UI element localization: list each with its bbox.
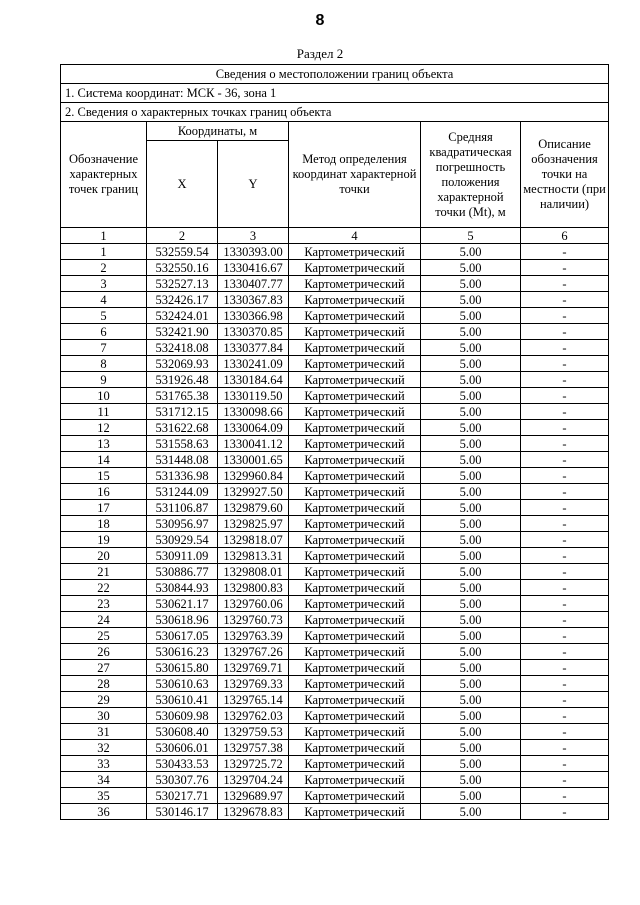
point-number: 26 [61,644,147,660]
y-coordinate: 1329757.38 [218,740,289,756]
method-cell: Картометрический [289,388,421,404]
x-coordinate: 531336.98 [147,468,218,484]
error-cell: 5.00 [421,804,521,820]
point-number: 10 [61,388,147,404]
column-number: 5 [421,228,521,244]
point-number: 36 [61,804,147,820]
y-coordinate: 1330064.09 [218,420,289,436]
point-number: 9 [61,372,147,388]
x-coordinate: 530618.96 [147,612,218,628]
point-number: 25 [61,628,147,644]
method-cell: Картометрический [289,756,421,772]
description-cell: - [521,564,609,580]
description-cell: - [521,452,609,468]
error-cell: 5.00 [421,596,521,612]
error-cell: 5.00 [421,740,521,756]
y-coordinate: 1330366.98 [218,308,289,324]
description-cell: - [521,324,609,340]
table-row [61,724,609,740]
point-number: 19 [61,532,147,548]
description-cell: - [521,580,609,596]
error-cell: 5.00 [421,244,521,260]
point-number: 8 [61,356,147,372]
x-coordinate: 530307.76 [147,772,218,788]
description-cell: - [521,724,609,740]
column-number: 6 [521,228,609,244]
column-number: 2 [147,228,218,244]
description-cell: - [521,276,609,292]
table-row [61,612,609,628]
method-cell: Картометрический [289,708,421,724]
description-cell: - [521,804,609,820]
point-number: 5 [61,308,147,324]
method-cell: Картометрический [289,788,421,804]
description-cell: - [521,532,609,548]
description-cell: - [521,484,609,500]
y-coordinate: 1329769.71 [218,660,289,676]
y-coordinate: 1330407.77 [218,276,289,292]
column-number: 1 [61,228,147,244]
method-cell: Картометрический [289,564,421,580]
table-caption: Сведения о местоположении границ объекта [61,65,609,84]
description-cell: - [521,292,609,308]
x-coordinate: 530610.63 [147,676,218,692]
table-row [61,452,609,468]
x-coordinate: 530621.17 [147,596,218,612]
x-coordinate: 531448.08 [147,452,218,468]
header-x: X [147,141,218,228]
error-cell: 5.00 [421,468,521,484]
error-cell: 5.00 [421,260,521,276]
description-cell: - [521,420,609,436]
header-description: Описание обозначения точки на местности (при наличии) [521,122,609,228]
y-coordinate: 1329704.24 [218,772,289,788]
error-cell: 5.00 [421,436,521,452]
method-cell: Картометрический [289,324,421,340]
header-error: Средняя квадратическая погрешность положения характерной точки (Mt), м [421,122,521,228]
x-coordinate: 532424.01 [147,308,218,324]
y-coordinate: 1330098.66 [218,404,289,420]
x-coordinate: 530146.17 [147,804,218,820]
error-cell: 5.00 [421,388,521,404]
point-number: 27 [61,660,147,676]
method-cell: Картометрический [289,644,421,660]
y-coordinate: 1329800.83 [218,580,289,596]
x-coordinate: 530956.97 [147,516,218,532]
error-cell: 5.00 [421,564,521,580]
point-number: 24 [61,612,147,628]
y-coordinate: 1329725.72 [218,756,289,772]
header-point: Обозначение характерных точек границ [61,122,147,228]
y-coordinate: 1330001.65 [218,452,289,468]
table-row [61,516,609,532]
error-cell: 5.00 [421,324,521,340]
table-row [61,628,609,644]
error-cell: 5.00 [421,500,521,516]
point-number: 20 [61,548,147,564]
method-cell: Картометрический [289,468,421,484]
table-row [61,420,609,436]
y-coordinate: 1330184.64 [218,372,289,388]
description-cell: - [521,756,609,772]
table-row [61,388,609,404]
x-coordinate: 530433.53 [147,756,218,772]
table-row [61,292,609,308]
description-cell: - [521,660,609,676]
description-cell: - [521,260,609,276]
error-cell: 5.00 [421,628,521,644]
header-coordinates: Координаты, м [147,122,289,141]
y-coordinate: 1329813.31 [218,548,289,564]
point-number: 23 [61,596,147,612]
table-row [61,644,609,660]
method-cell: Картометрический [289,356,421,372]
method-cell: Картометрический [289,372,421,388]
error-cell: 5.00 [421,660,521,676]
table-row [61,676,609,692]
method-cell: Картометрический [289,244,421,260]
table-row [61,468,609,484]
method-cell: Картометрический [289,740,421,756]
error-cell: 5.00 [421,580,521,596]
table-row [61,532,609,548]
x-coordinate: 530911.09 [147,548,218,564]
method-cell: Картометрический [289,276,421,292]
x-coordinate: 531712.15 [147,404,218,420]
column-number: 3 [218,228,289,244]
column-number: 4 [289,228,421,244]
description-cell: - [521,644,609,660]
method-cell: Картометрический [289,628,421,644]
error-cell: 5.00 [421,756,521,772]
table-row [61,308,609,324]
method-cell: Картометрический [289,292,421,308]
error-cell: 5.00 [421,772,521,788]
y-coordinate: 1330041.12 [218,436,289,452]
x-coordinate: 531622.68 [147,420,218,436]
x-coordinate: 532418.08 [147,340,218,356]
description-cell: - [521,308,609,324]
y-coordinate: 1329767.26 [218,644,289,660]
method-cell: Картометрический [289,436,421,452]
x-coordinate: 531926.48 [147,372,218,388]
table-row [61,804,609,820]
table-row [61,772,609,788]
description-cell: - [521,404,609,420]
method-cell: Картометрический [289,500,421,516]
y-coordinate: 1329927.50 [218,484,289,500]
description-cell: - [521,516,609,532]
description-cell: - [521,548,609,564]
point-number: 6 [61,324,147,340]
x-coordinate: 530606.01 [147,740,218,756]
method-cell: Картометрический [289,724,421,740]
point-number: 34 [61,772,147,788]
x-coordinate: 532069.93 [147,356,218,372]
y-coordinate: 1330416.67 [218,260,289,276]
table-row [61,372,609,388]
description-cell: - [521,468,609,484]
method-cell: Картометрический [289,420,421,436]
method-cell: Картометрический [289,596,421,612]
table-row [61,788,609,804]
table-row [61,708,609,724]
coordinate-system: 1. Система координат: МСК - 36, зона 1 [61,84,609,103]
y-coordinate: 1329760.06 [218,596,289,612]
description-cell: - [521,676,609,692]
y-coordinate: 1329960.84 [218,468,289,484]
description-cell: - [521,740,609,756]
table-row [61,756,609,772]
error-cell: 5.00 [421,516,521,532]
point-number: 11 [61,404,147,420]
table-row [61,324,609,340]
point-number: 17 [61,500,147,516]
error-cell: 5.00 [421,676,521,692]
description-cell: - [521,612,609,628]
error-cell: 5.00 [421,404,521,420]
description-cell: - [521,692,609,708]
method-cell: Картометрический [289,772,421,788]
y-coordinate: 1329825.97 [218,516,289,532]
method-cell: Картометрический [289,804,421,820]
point-number: 22 [61,580,147,596]
point-number: 32 [61,740,147,756]
point-number: 15 [61,468,147,484]
description-cell: - [521,244,609,260]
x-coordinate: 531558.63 [147,436,218,452]
point-number: 21 [61,564,147,580]
description-cell: - [521,772,609,788]
table-row [61,660,609,676]
point-number: 7 [61,340,147,356]
description-cell: - [521,340,609,356]
table-row [61,260,609,276]
error-cell: 5.00 [421,484,521,500]
table-row [61,340,609,356]
point-number: 30 [61,708,147,724]
error-cell: 5.00 [421,420,521,436]
x-coordinate: 530609.98 [147,708,218,724]
y-coordinate: 1330393.00 [218,244,289,260]
table-row [61,244,609,260]
table-row [61,596,609,612]
method-cell: Картометрический [289,340,421,356]
point-number: 12 [61,420,147,436]
y-coordinate: 1329759.53 [218,724,289,740]
description-cell: - [521,500,609,516]
error-cell: 5.00 [421,276,521,292]
y-coordinate: 1330241.09 [218,356,289,372]
x-coordinate: 531244.09 [147,484,218,500]
point-number: 35 [61,788,147,804]
x-coordinate: 530615.80 [147,660,218,676]
y-coordinate: 1329762.03 [218,708,289,724]
table-row [61,276,609,292]
table-row [61,740,609,756]
point-number: 4 [61,292,147,308]
boundary-points-table [60,64,609,820]
method-cell: Картометрический [289,580,421,596]
table-subheading: 2. Сведения о характерных точках границ объекта [61,103,609,122]
x-coordinate: 532421.90 [147,324,218,340]
method-cell: Картометрический [289,404,421,420]
error-cell: 5.00 [421,788,521,804]
method-cell: Картометрический [289,308,421,324]
table-row [61,564,609,580]
table-row [61,500,609,516]
point-number: 31 [61,724,147,740]
point-number: 16 [61,484,147,500]
y-coordinate: 1329689.97 [218,788,289,804]
x-coordinate: 530608.40 [147,724,218,740]
point-number: 2 [61,260,147,276]
header-y: Y [218,141,289,228]
y-coordinate: 1329763.39 [218,628,289,644]
method-cell: Картометрический [289,676,421,692]
y-coordinate: 1330119.50 [218,388,289,404]
x-coordinate: 532527.13 [147,276,218,292]
description-cell: - [521,628,609,644]
error-cell: 5.00 [421,532,521,548]
point-number: 3 [61,276,147,292]
x-coordinate: 531765.38 [147,388,218,404]
y-coordinate: 1329808.01 [218,564,289,580]
point-number: 33 [61,756,147,772]
x-coordinate: 532426.17 [147,292,218,308]
x-coordinate: 530217.71 [147,788,218,804]
point-number: 14 [61,452,147,468]
error-cell: 5.00 [421,724,521,740]
description-cell: - [521,708,609,724]
method-cell: Картометрический [289,692,421,708]
error-cell: 5.00 [421,708,521,724]
description-cell: - [521,372,609,388]
error-cell: 5.00 [421,692,521,708]
error-cell: 5.00 [421,612,521,628]
y-coordinate: 1329678.83 [218,804,289,820]
table-row [61,404,609,420]
y-coordinate: 1329818.07 [218,532,289,548]
point-number: 18 [61,516,147,532]
method-cell: Картометрический [289,660,421,676]
description-cell: - [521,436,609,452]
x-coordinate: 530610.41 [147,692,218,708]
x-coordinate: 531106.87 [147,500,218,516]
column-numbers-row [61,228,609,244]
method-cell: Картометрический [289,516,421,532]
error-cell: 5.00 [421,644,521,660]
description-cell: - [521,388,609,404]
table-row [61,692,609,708]
section-title: Раздел 2 [296,46,344,61]
description-cell: - [521,596,609,612]
point-number: 28 [61,676,147,692]
page-number: 8 [315,12,325,29]
y-coordinate: 1329769.33 [218,676,289,692]
x-coordinate: 530929.54 [147,532,218,548]
table-row [61,436,609,452]
description-cell: - [521,356,609,372]
description-cell: - [521,788,609,804]
point-number: 13 [61,436,147,452]
point-number: 1 [61,244,147,260]
method-cell: Картометрический [289,452,421,468]
error-cell: 5.00 [421,452,521,468]
y-coordinate: 1330370.85 [218,324,289,340]
error-cell: 5.00 [421,356,521,372]
method-cell: Картометрический [289,548,421,564]
error-cell: 5.00 [421,308,521,324]
method-cell: Картометрический [289,612,421,628]
table-row [61,356,609,372]
y-coordinate: 1329760.73 [218,612,289,628]
x-coordinate: 532559.54 [147,244,218,260]
y-coordinate: 1329879.60 [218,500,289,516]
x-coordinate: 530617.05 [147,628,218,644]
x-coordinate: 530886.77 [147,564,218,580]
y-coordinate: 1330377.84 [218,340,289,356]
point-number: 29 [61,692,147,708]
error-cell: 5.00 [421,292,521,308]
error-cell: 5.00 [421,548,521,564]
table-row [61,484,609,500]
x-coordinate: 530616.23 [147,644,218,660]
table-row [61,580,609,596]
method-cell: Картометрический [289,484,421,500]
header-method: Метод определения координат характерной точки [289,122,421,228]
table-row [61,548,609,564]
error-cell: 5.00 [421,372,521,388]
error-cell: 5.00 [421,340,521,356]
x-coordinate: 530844.93 [147,580,218,596]
method-cell: Картометрический [289,532,421,548]
x-coordinate: 532550.16 [147,260,218,276]
method-cell: Картометрический [289,260,421,276]
y-coordinate: 1330367.83 [218,292,289,308]
y-coordinate: 1329765.14 [218,692,289,708]
